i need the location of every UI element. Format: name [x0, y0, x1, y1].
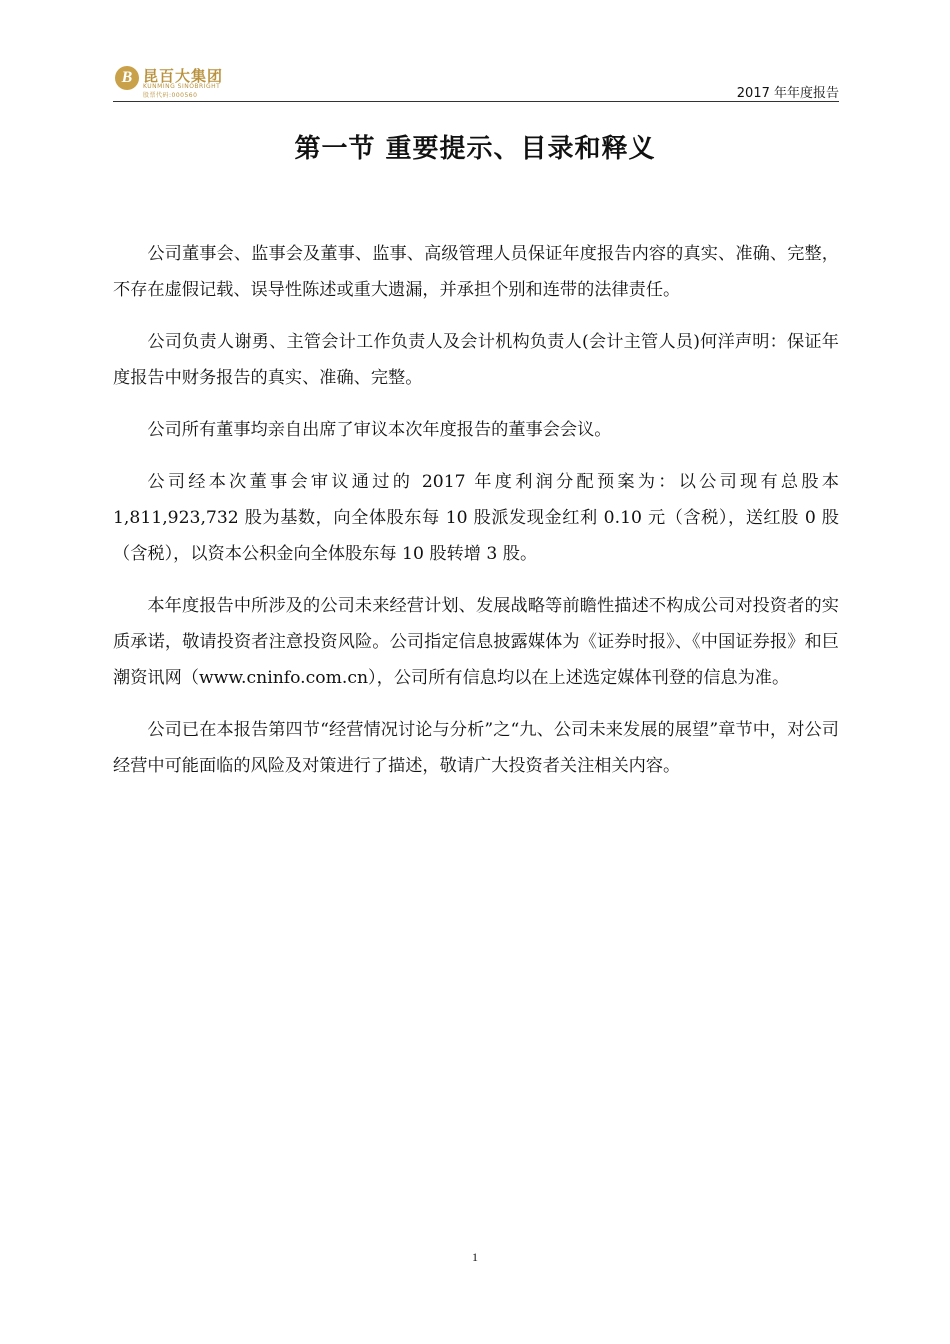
page-header	[113, 62, 839, 100]
paragraph: 公司董事会、监事会及董事、监事、高级管理人员保证年度报告内容的真实、准确、完整，不存在虚假记载、误导性陈述或重大遗漏，并承担个别和连带的法律责任。	[113, 244, 839, 300]
section-title: 第一节 重要提示、目录和释义	[294, 134, 656, 164]
logo-name-en: KUNMING SINOBRIGHT	[143, 83, 221, 90]
paragraph: 公司已在本报告第四节“经营情况讨论与分析”之“九、公司未来发展的展望”章节中，对公司经营中可能面临的风险及对策进行了描述，敬请广大投资者关注相关内容。	[113, 720, 839, 776]
page-number: 1	[472, 1250, 478, 1264]
paragraph: 本年度报告中所涉及的公司未来经营计划、发展战略等前瞻性描述不构成公司对投资者的实质承诺，敬请投资者注意投资风险。公司指定信息披露媒体为《证券时报》、《中国证券报》和巨潮资讯网（www.cninfo.com.cn），公司所有信息均以在上述选定媒体刊登的信息为准。	[113, 596, 839, 688]
logo-mark-icon: B	[115, 66, 139, 90]
logo-stock-code: 股票代码:000560	[143, 92, 198, 99]
paragraph: 公司负责人谢勇、主管会计工作负责人及会计机构负责人(会计主管人员)何洋声明：保证年度报告中财务报告的真实、准确、完整。	[113, 332, 839, 388]
header-divider	[113, 101, 839, 102]
paragraph: 公司经本次董事会审议通过的 2017 年度利润分配预案为：以公司现有总股本1,811,923,732 股为基数，向全体股东每 10 股派发现金红利 0.10 元（含税），送红股 0 股（含税），以资本公积金向全体股东每 10 股转增 3 股。	[113, 472, 839, 564]
logo-name-cn: 昆百大集团	[143, 67, 224, 85]
report-title: 2017 年年度报告	[736, 86, 839, 101]
body-text	[113, 236, 839, 800]
paragraph: 公司所有董事均亲自出席了审议本次年度报告的董事会会议。	[147, 420, 612, 440]
company-logo	[113, 64, 253, 98]
